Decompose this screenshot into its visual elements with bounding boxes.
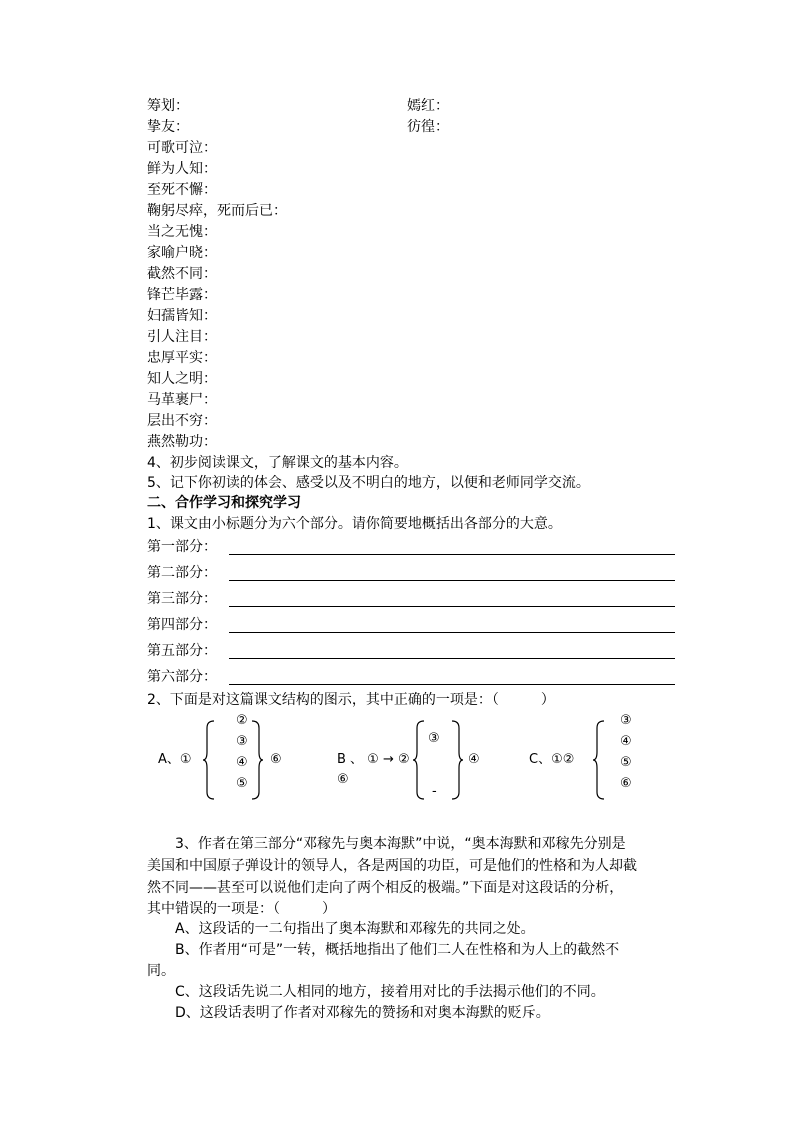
diagram-result: ⑥ xyxy=(270,752,282,767)
diagram-item: ④ xyxy=(236,755,248,770)
diagram-item: ② xyxy=(236,713,248,728)
answer-line[interactable] xyxy=(229,554,675,555)
vocab-item: 当之无愧： xyxy=(147,224,217,240)
option-line: C、这段话先说二人相同的地方，接着用对比的手法揭示他们的不同。 xyxy=(147,984,605,1000)
task-item: 5、记下你初读的体会、感受以及不明白的地方，以便和老师同学交流。 xyxy=(147,475,590,491)
vocab-item: 锋芒毕露： xyxy=(147,287,217,303)
option-c-label: C、①② xyxy=(529,752,575,767)
right-brace-icon xyxy=(450,720,464,800)
vocab-item: 鞠躬尽瘁，死而后已： xyxy=(147,203,287,219)
question-2: 2、下面是对这篇课文结构的图示，其中正确的一项是：（ ） xyxy=(147,692,555,708)
part-label: 第六部分： xyxy=(147,669,217,685)
vocab-item: 忠厚平实： xyxy=(147,350,217,366)
vocab-item: 燕然勒功： xyxy=(147,434,217,450)
diagram-item: - xyxy=(432,784,437,799)
question-3-line: 其中错误的一项是：（ ） xyxy=(147,901,336,917)
option-line: 同。 xyxy=(147,963,175,979)
diagram-extra: ⑥ xyxy=(337,772,349,787)
section-heading: 二、合作学习和探究学习 xyxy=(147,495,301,511)
left-brace-icon xyxy=(592,720,606,800)
part-answer-row xyxy=(147,589,675,611)
diagram-item: ③ xyxy=(236,734,248,749)
diagram-item: ③ xyxy=(620,713,632,728)
vocab-item: 挚友： xyxy=(147,119,189,135)
vocab-item: 层出不穷： xyxy=(147,413,217,429)
vocab-item: 马革裹尸： xyxy=(147,392,217,408)
option-line: B、作者用“可是”一转，概括地指出了他们二人在性格和为人上的截然不 xyxy=(147,942,620,958)
part-answer-row xyxy=(147,641,675,663)
vocab-item: 引人注目： xyxy=(147,329,217,345)
part-label: 第一部分： xyxy=(147,539,217,555)
vocab-item: 知人之明： xyxy=(147,371,217,387)
question-3-line: 然不同——甚至可以说他们走向了两个相反的极端。”下面是对这段话的分析， xyxy=(147,880,624,896)
vocab-item: 妇孺皆知： xyxy=(147,308,217,324)
answer-line[interactable] xyxy=(229,658,675,659)
part-label: 第五部分： xyxy=(147,643,217,659)
diagram-item: ⑤ xyxy=(620,755,632,770)
vocab-item: 至死不懈： xyxy=(147,182,217,198)
diagram-result: ④ xyxy=(468,752,480,767)
part-answer-row xyxy=(147,615,675,637)
right-brace-icon xyxy=(250,720,264,800)
task-item: 4、初步阅读课文，了解课文的基本内容。 xyxy=(147,455,408,471)
option-line: A、这段话的一二句指出了奥本海默和邓稼先的共同之处。 xyxy=(147,921,535,937)
left-brace-icon xyxy=(412,720,426,800)
diagram-item: ③ xyxy=(428,731,440,746)
question-3-line: 美国和中国原子弹设计的领导人，各是两国的功臣，可是他们的性格和为人却截 xyxy=(147,858,637,874)
left-brace-icon xyxy=(202,720,216,800)
option-line: D、这段话表明了作者对邓稼先的赞扬和对奥本海默的贬斥。 xyxy=(147,1005,550,1021)
part-answer-row xyxy=(147,563,675,585)
part-label: 第四部分： xyxy=(147,617,217,633)
vocab-item: 鲜为人知： xyxy=(147,161,217,177)
diagram-item: ④ xyxy=(620,734,632,749)
answer-line[interactable] xyxy=(229,632,675,633)
vocab-item: 家喻户晓： xyxy=(147,245,217,261)
option-b-label: B 、 ① → ② xyxy=(337,752,410,767)
vocab-item: 截然不同： xyxy=(147,266,217,282)
question-1: 1、课文由小标题分为六个部分。请你简要地概括出各部分的大意。 xyxy=(147,516,562,532)
vocab-item: 嫣红： xyxy=(407,98,449,114)
answer-line[interactable] xyxy=(229,606,675,607)
vocab-item: 彷徨： xyxy=(407,119,449,135)
vocab-item: 可歌可泣： xyxy=(147,140,217,156)
question-3-line: 3、作者在第三部分“邓稼先与奥本海默”中说，“奥本海默和邓稼先分别是 xyxy=(147,836,626,852)
option-a-label: A、① xyxy=(158,752,192,767)
part-answer-row xyxy=(147,667,675,689)
part-answer-row xyxy=(147,537,675,559)
diagram-item: ⑤ xyxy=(236,776,248,791)
answer-line[interactable] xyxy=(229,580,675,581)
diagram-item: ⑥ xyxy=(620,776,632,791)
answer-line[interactable] xyxy=(229,684,675,685)
vocab-item: 筹划： xyxy=(147,98,189,114)
part-label: 第三部分： xyxy=(147,591,217,607)
part-label: 第二部分： xyxy=(147,565,217,581)
